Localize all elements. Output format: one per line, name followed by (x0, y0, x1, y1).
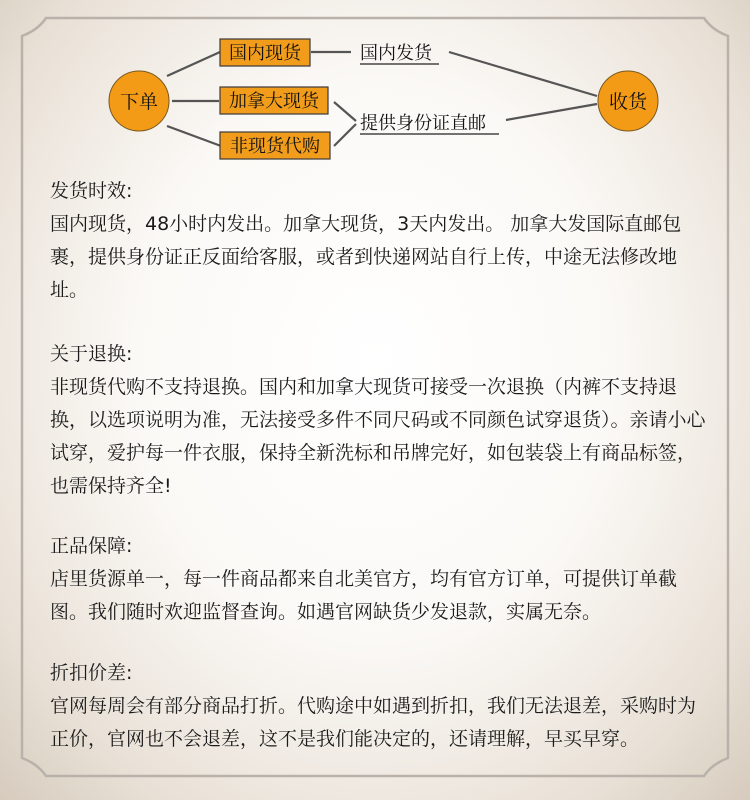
shipping-title: 发货时效: (50, 180, 133, 202)
non-stock-label: 非现货代购 (230, 136, 320, 157)
authenticity-body: 店里货源单一，每一件商品都来自北美官方，均有官方订单，可提供订单截图。我们随时欢迎监督查询。如遇官网缺货少发退款，实属无奈。 (50, 568, 678, 623)
discount-title: 折扣价差: (50, 662, 133, 684)
returns-title: 关于退换: (50, 343, 133, 365)
non-stock-box (220, 132, 330, 159)
domestic-stock-label: 国内现货 (229, 43, 301, 64)
domestic-stock-box (220, 39, 310, 66)
shipping-body: 国内现货，48小时内发出。加拿大现货，3天内发出。 加拿大发国际直邮包裹，提供身份证正反面给客服，或者到快递网站自行上传，中途无法修改地址。 (50, 213, 682, 301)
receive-node (598, 71, 658, 131)
receive-label: 收货 (608, 91, 648, 113)
authenticity-section (50, 530, 712, 629)
canada-stock-box (220, 87, 328, 114)
domestic-ship-label: 国内发货 (360, 43, 432, 64)
direct-mail-label: 提供身份证直邮 (360, 113, 486, 134)
order-label: 下单 (119, 91, 159, 113)
shipping-section (50, 175, 712, 307)
returns-body: 非现货代购不支持退换。国内和加拿大现货可接受一次退换（内裤不支持退换，以选项说明为准，无法接受多件不同尺码或不同颜色试穿退货）。亲请小心试穿，爱护每一件衣服，保持全新洗标和吊牌完好，如包装袋上有商品标签，也需保持齐全! (50, 376, 706, 497)
domestic-ship-step (360, 43, 439, 64)
discount-section (50, 657, 712, 756)
returns-section (50, 338, 712, 503)
discount-body: 官网每周会有部分商品打折。代购途中如遇到折扣，我们无法退差，采购时为正价，官网也不会退差，这不是我们能决定的，还请理解，早买早穿。 (50, 695, 697, 750)
canada-stock-label: 加拿大现货 (229, 91, 319, 112)
authenticity-title: 正品保障: (50, 535, 133, 557)
direct-mail-step (360, 113, 499, 134)
order-node (109, 71, 169, 131)
process-flow-diagram (0, 0, 750, 175)
